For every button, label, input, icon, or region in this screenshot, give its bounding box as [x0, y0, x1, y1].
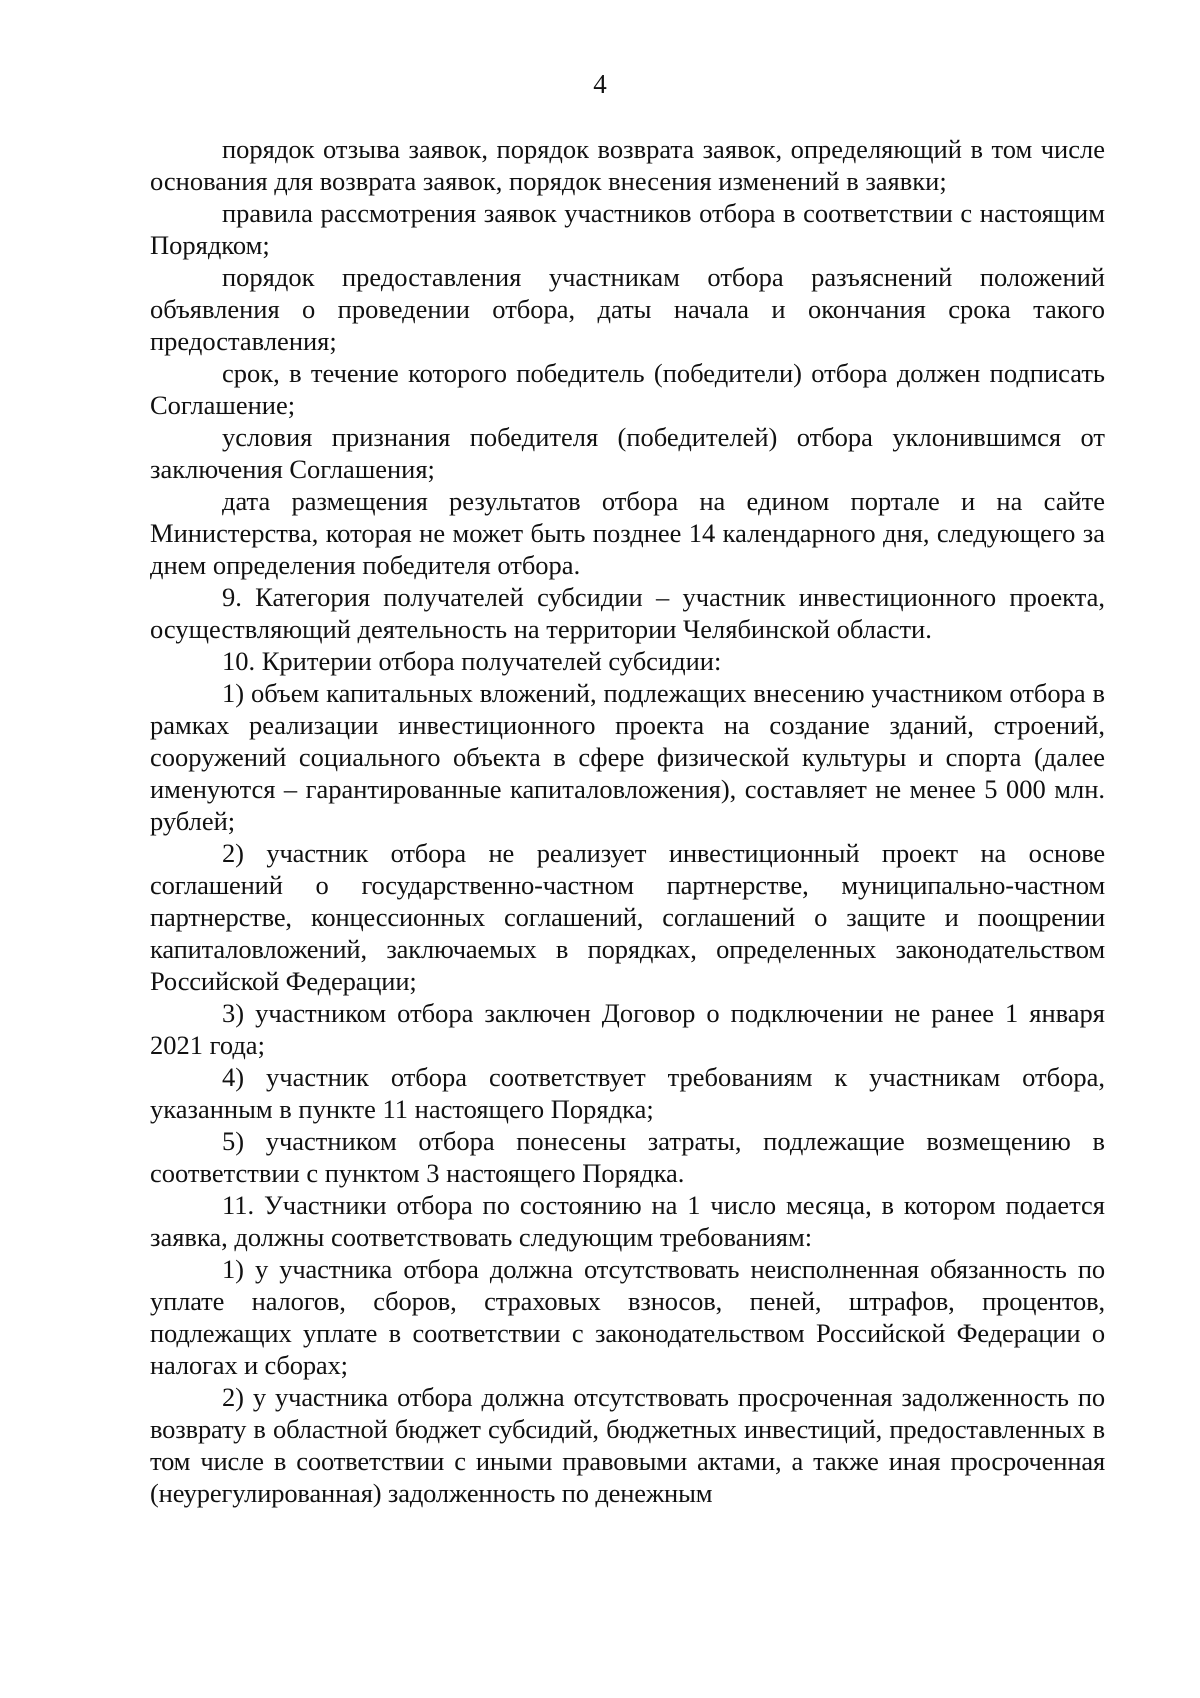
paragraph-section-10-heading: 10. Критерии отбора получателей субсидии: — [222, 646, 722, 676]
paragraph-criterion-1: 1) объем капитальных вложений, подлежащих внесению участником отбора в рамках реализации инвестиционного проекта на создание зданий, строений, сооружений социального объекта в сфере физической культуры и спорта (далее именуются – гарантированные капиталовложения), составляет не менее 5 000 млн. рублей; — [150, 678, 1105, 836]
paragraph-section-9: 9. Категория получателей субсидии – участник инвестиционного проекта, осуществляющий деятельность на территории Челябинской области. — [150, 582, 1105, 644]
paragraph-results-publication: дата размещения результатов отбора на едином портале и на сайте Министерства, которая не может быть позднее 14 календарного дня, следующего за днем определения победителя отбора. — [150, 486, 1105, 580]
paragraph-requirement-2: 2) у участника отбора должна отсутствовать просроченная задолженность по возврату в областной бюджет субсидий, бюджетных инвестиций, предоставленных в том числе в соответствии с иными правовыми актами, а также иная просроченная (неурегулированная) задолженность по денежным — [150, 1382, 1105, 1508]
paragraph-clarifications: порядок предоставления участникам отбора разъяснений положений объявления о проведении отбора, даты начала и окончания срока такого предоставления; — [150, 262, 1105, 356]
page-number: 4 — [593, 69, 607, 99]
paragraph-application-withdrawal: порядок отзыва заявок, порядок возврата заявок, определяющий в том числе основания для возврата заявок, порядок внесения изменений в заявки; — [150, 134, 1105, 196]
paragraph-requirement-1: 1) у участника отбора должна отсутствовать неисполненная обязанность по уплате налогов, сборов, страховых взносов, пеней, штрафов, процентов, подлежащих уплате в соответствии с законодательством Российской Федерации о налогах и сборах; — [150, 1254, 1105, 1380]
paragraph-criterion-2: 2) участник отбора не реализует инвестиционный проект на основе соглашений о государственно-частном партнерстве, муниципально-частном партнерстве, концессионных соглашений, соглашений о защите и поощрении капиталовложений, заключаемых в порядках, определенных законодательством Российской Федерации; — [150, 838, 1105, 996]
paragraph-review-rules: правила рассмотрения заявок участников отбора в соответствии с настоящим Порядком; — [150, 198, 1105, 260]
paragraph-criterion-4: 4) участник отбора соответствует требованиям к участникам отбора, указанным в пункте 11 настоящего Порядка; — [150, 1062, 1105, 1124]
paragraph-section-11: 11. Участники отбора по состоянию на 1 число месяца, в котором подается заявка, должны соответствовать следующим требованиям: — [150, 1190, 1105, 1252]
paragraph-evasion-conditions: условия признания победителя (победителей) отбора уклонившимся от заключения Соглашения; — [150, 422, 1105, 484]
paragraph-signing-deadline: срок, в течение которого победитель (победители) отбора должен подписать Соглашение; — [150, 358, 1105, 420]
paragraph-criterion-5: 5) участником отбора понесены затраты, подлежащие возмещению в соответствии с пунктом 3 настоящего Порядка. — [150, 1126, 1105, 1188]
paragraph-criterion-3: 3) участником отбора заключен Договор о подключении не ранее 1 января 2021 года; — [150, 998, 1105, 1060]
document-body — [150, 133, 1105, 1509]
